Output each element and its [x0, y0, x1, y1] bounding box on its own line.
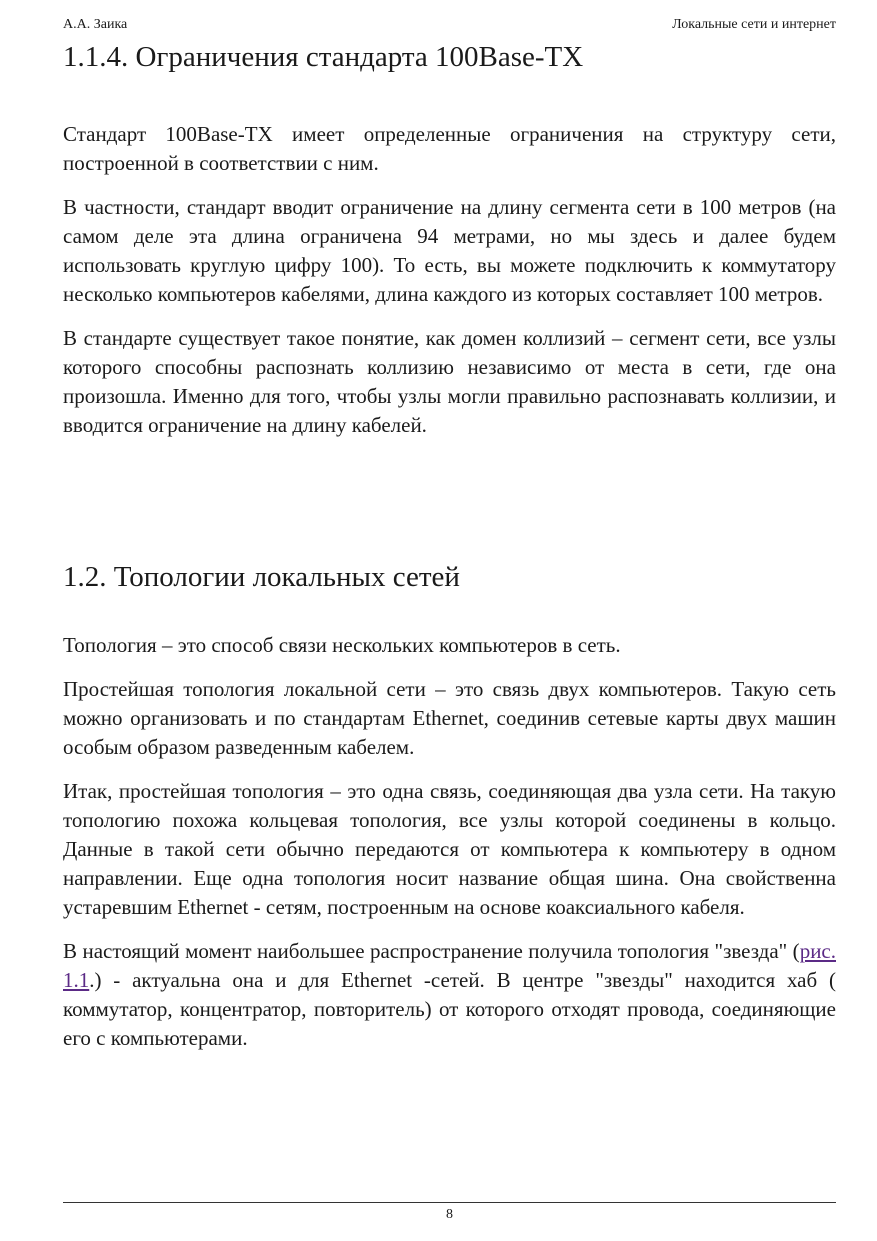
header-author: А.А. Заика [63, 17, 128, 32]
paragraph: В частности, стандарт вводит ограничение на длину сегмента сети в 100 метров (на самом деле эта длина ограничена 94 метрами, но мы здесь и далее будем использовать круглую цифру 100). То есть, вы можете подключить к коммутатору несколько компьютеров кабелями, длина каждого из которых составляет 100 метров. [63, 195, 836, 306]
footer-divider [63, 1202, 836, 1203]
running-header [63, 16, 836, 34]
paragraph-with-figure-link [63, 937, 836, 1053]
figure-1-1-link[interactable]: рис. 1.1 [63, 939, 836, 992]
section-heading-1-2: 1.2. Топологии локальных сетей [63, 561, 460, 593]
paragraph: Стандарт 100Base-TX имеет определенные ограничения на структуру сети, построенной в соответствии с ним. [63, 122, 836, 175]
section-1-2-body [63, 631, 836, 1053]
paragraph: Простейшая топология локальной сети – это связь двух компьютеров. Такую сеть можно организовать и по стандартам Ethernet, соединив сетевые карты двух машин особым образом разведенным кабелем. [63, 677, 836, 759]
page-number: 8 [446, 1207, 453, 1222]
paragraph: В стандарте существует такое понятие, как домен коллизий – сегмент сети, все узлы которого способны распознать коллизию независимо от места в сети, где она произошла. Именно для того, чтобы узлы могли правильно распознавать коллизии, и вводится ограничение на длину кабелей. [63, 326, 836, 437]
section-heading-1-1-4: 1.1.4. Ограничения стандарта 100Base-TX [63, 41, 584, 73]
header-book-title: Локальные сети и интернет [672, 17, 836, 32]
section-1-1-4-body [63, 120, 836, 440]
paragraph: Итак, простейшая топология – это одна связь, соединяющая два узла сети. На такую топологию похожа кольцевая топология, все узлы которой соединены в кольцо. Данные в такой сети обычно передаются от компьютера к компьютеру в одном направлении. Еще одна топология носит название общая шина. Она свойственна устаревшим Ethernet - сетям, построенным на основе коаксиального кабеля. [63, 779, 836, 919]
paragraph: Топология – это способ связи нескольких компьютеров в сеть. [63, 633, 621, 657]
paragraph-text-before-link: В настоящий момент наибольшее распространение получила топология "звезда" ( [63, 939, 800, 963]
paragraph-text-after-link: .) - актуальна она и для Ethernet -сетей. В центре "звезды" находится хаб ( коммутатор, концентратор, повторитель) от которого отходят провода, соединяющие его с компьютерами. [63, 968, 836, 1050]
document-page [63, 0, 836, 1241]
